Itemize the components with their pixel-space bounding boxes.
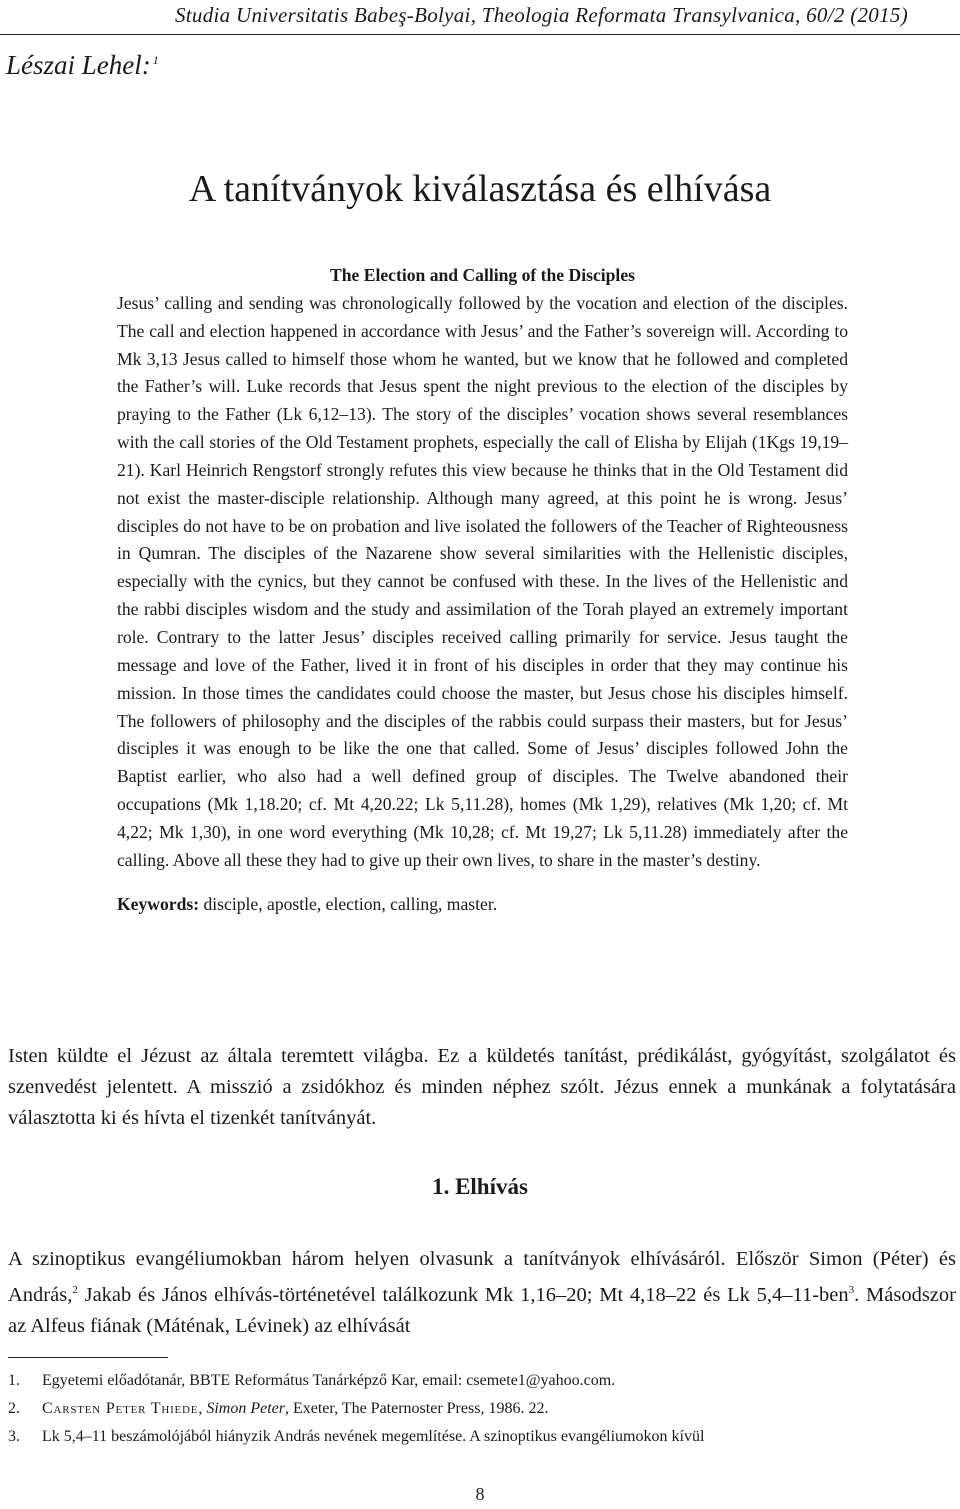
section-paragraph <box>8 1244 956 1342</box>
footnote-number: 2. <box>8 1400 20 1417</box>
section-heading: 1. Elhívás <box>432 1174 528 1199</box>
keywords <box>117 891 848 919</box>
running-head <box>0 0 960 35</box>
footnote-number: 3. <box>8 1428 20 1445</box>
page-number: 8 <box>475 1484 485 1504</box>
footnote-separator-comma: , <box>198 1400 207 1417</box>
journal-title: Studia Universitatis Babeş-Bolyai, Theologia Reformata Transylvanica, 60/2 (2015) <box>175 3 908 27</box>
abstract <box>117 262 848 918</box>
footnote-3 <box>8 1423 956 1451</box>
footnote-number: 1. <box>8 1372 20 1389</box>
footnote-work-title: Simon Peter <box>206 1400 285 1417</box>
footnote-text: Egyetemi előadótanár, BBTE Református Tanárképző Kar, email: csemete1@yahoo.com. <box>42 1372 616 1389</box>
intro-paragraph: Isten küldte el Jézust az általa teremtett világba. Ez a küldetés tanítást, prédikálást, gyógyítást, szolgálatot és szenvedést jelentett. A misszió a zsidókhoz és minden néphez szólt. Jézus ennek a munkának a folytatására választotta ki és hívta el tizenkét tanítványát. <box>8 1045 956 1129</box>
abstract-body: Jesus’ calling and sending was chronologically followed by the vocation and election of the disciples. The call and election happened in accordance with Jesus’ and the Father’s sovereign will. According to Mk 3,13 Jesus called to himself those whom he wanted, but we know that he followed and completed the Father’s will. Luke records that Jesus spent the night previous to the election of the disciples by praying to the Father (Lk 6,12–13). The story of the disciples’ vocation shows several resemblances with the call stories of the Old Testament prophets, especially the call of Elisha by Elijah (1Kgs 19,19–21). Karl Heinrich Rengstorf strongly refutes this view because he thinks that in the Old Testament did not exist the master-disciple relationship. Although many agreed, at this point he is wrong. Jesus’ disciples do not have to be on probation and live isolated the followers of the Teacher of Righteousness in Qumran. The disciples of the Nazarene show several similarities with the Hellenistic disciples, especially with the cynics, but they cannot be confused with these. In the lives of the Hellenistic and the rabbi disciples wisdom and the study and assimilation of the Torah played an extremely important role. Contrary to the latter Jesus’ disciples received calling primarily for service. Jesus taught the message and love of the Father, lived it in front of his disciples in order that they may continue his mission. In those times the candidates could choose the master, but Jesus chose his disciples himself. The followers of philosophy and the disciples of the rabbis could surpass their masters, but for Jesus’ disciples it was enough to be like the one that called. Some of Jesus’ disciples followed John the Baptist earlier, who also had a well defined group of disciples. The Twelve abandoned their occupations (Mk 1,18.20; cf. Mt 4,20.22; Lk 5,11.28), homes (Mk 1,29), relatives (Mk 1,20; cf. Mt 4,22; Mk 1,30), in one word everything (Mk 10,28; cf. Mt 19,27; Lk 5,11.28) immediately after the calling. Above all these they had to give up their own lives, to share in the master’s destiny. <box>117 292 848 870</box>
footnote-ref-3[interactable]: 3 <box>848 1284 855 1296</box>
article-title: A tanítványok kiválasztása és elhívása <box>188 168 772 211</box>
keywords-label: Keywords: <box>117 893 200 914</box>
section-text-c: . Másodszor az Alfeus fiának (Máténak, Lévinek) az elhívását <box>8 1283 956 1337</box>
footnote-2 <box>8 1395 956 1423</box>
footnote-1 <box>8 1367 956 1395</box>
author-footnote-ref[interactable]: 1 <box>152 53 159 67</box>
footnote-text: Lk 5,4–11 beszámolójából hiányzik András nevének megemlítése. A szinoptikus evangéliumokon kívül <box>42 1428 705 1445</box>
footnote-separator <box>8 1357 168 1358</box>
footnote-text <box>42 1395 548 1423</box>
section-text-b: Jakab és János elhívás-történetével találkozunk Mk 1,16–20; Mt 4,18–22 és Lk 5,4–11-ben <box>77 1283 849 1306</box>
footnotes <box>8 1367 956 1451</box>
footnote-publication: , Exeter, The Paternoster Press, 1986. 22. <box>284 1400 549 1417</box>
keywords-list: disciple, apostle, election, calling, master. <box>203 893 498 914</box>
footnote-ref-2[interactable]: 2 <box>72 1284 78 1296</box>
author-text: Lészai Lehel: <box>6 50 151 80</box>
abstract-heading: The Election and Calling of the Disciples <box>330 265 635 285</box>
footnote-author: Carsten Peter Thiede <box>42 1400 199 1417</box>
section-text-a: A szinoptikus evangéliumokban három helyen olvasunk a tanítványok elhívásáról. Először Simon (Péter) és András, <box>8 1248 956 1306</box>
author-name <box>6 50 159 81</box>
